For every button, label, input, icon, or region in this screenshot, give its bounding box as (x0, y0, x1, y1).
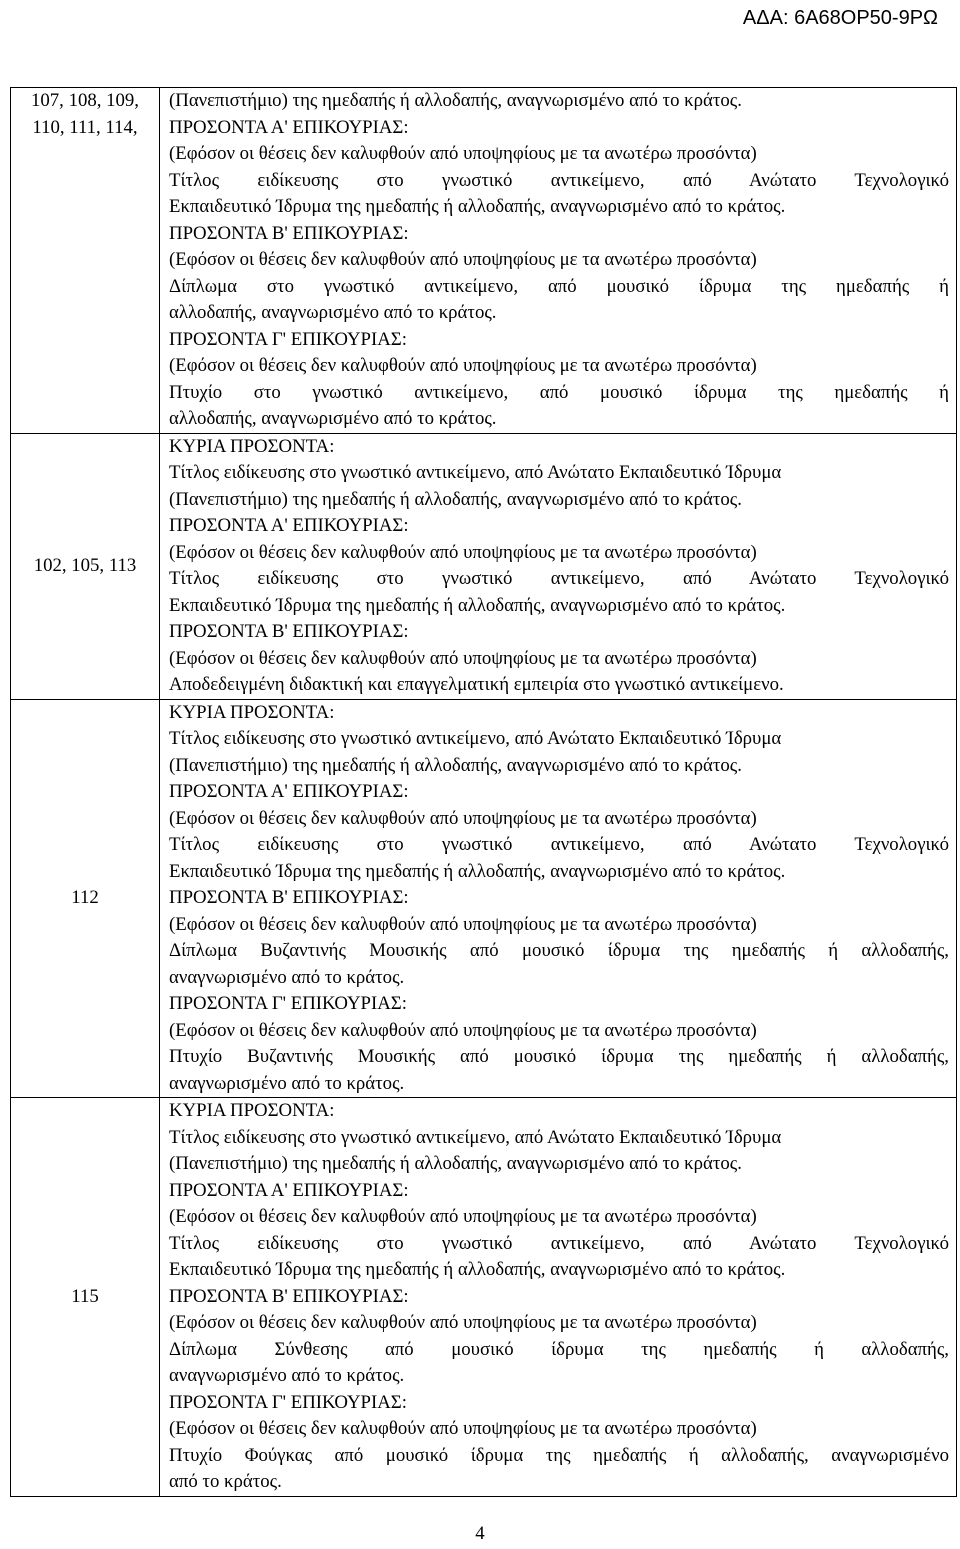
qualification-line: (Εφόσον οι θέσεις δεν καλυφθούν από υποψηφίους με τα ανωτέρω προσόντα) (169, 807, 757, 829)
qualification-line: ΚΥΡΙΑ ΠΡΟΣΟΝΤΑ: (169, 701, 335, 723)
qualification-line: ΠΡΟΣΟΝΤΑ Α' ΕΠΙΚΟΥΡΙΑΣ: (169, 116, 409, 138)
qualification-line: (Πανεπιστήμιο) της ημεδαπής ή αλλοδαπής, αναγνωρισμένο από το κράτος. (169, 1153, 742, 1174)
qualifications-cell (160, 699, 957, 1098)
qualification-line: Πτυχίο στο γνωστικό αντικείμενο, από μουσικό ίδρυμα της ημεδαπής ή (169, 381, 949, 403)
qualification-line: Πτυχίο Βυζαντινής Μουσικής από μουσικό ίδρυμα της ημεδαπής ή αλλοδαπής, (169, 1046, 949, 1067)
qualification-line: ΠΡΟΣΟΝΤΑ Α' ΕΠΙΚΟΥΡΙΑΣ: (169, 515, 409, 536)
qualification-line: (Εφόσον οι θέσεις δεν καλυφθούν από υποψηφίους με τα ανωτέρω προσόντα) (169, 1206, 757, 1227)
qualification-line: ΚΥΡΙΑ ΠΡΟΣΟΝΤΑ: (169, 435, 335, 457)
qualification-line: Πτυχίο Φούγκας από μουσικό ίδρυμα της ημεδαπής ή αλλοδαπής, αναγνωρισμένο (169, 1444, 949, 1466)
qualification-line: (Εφόσον οι θέσεις δεν καλυφθούν από υποψηφίους με τα ανωτέρω προσόντα) (169, 355, 757, 376)
qualification-line: ΠΡΟΣΟΝΤΑ Γ' ΕΠΙΚΟΥΡΙΑΣ: (169, 1391, 407, 1413)
position-codes: 112 (71, 887, 99, 908)
qualification-line: Τίτλος ειδίκευσης στο γνωστικό αντικείμενο, από Ανώτατο Τεχνολογικό (169, 568, 949, 589)
qualification-line: (Εφόσον οι θέσεις δεν καλυφθούν από υποψηφίους με τα ανωτέρω προσόντα) (169, 1312, 757, 1333)
qualification-line: ΚΥΡΙΑ ΠΡΟΣΟΝΤΑ: (169, 1100, 335, 1121)
position-codes-cell (11, 88, 160, 434)
position-codes-cell (11, 433, 160, 699)
requirements-table (10, 87, 957, 1497)
qualification-line: (Εφόσον οι θέσεις δεν καλυφθούν από υποψηφίους με τα ανωτέρω προσόντα) (169, 1019, 757, 1041)
qualification-line: ΠΡΟΣΟΝΤΑ Β' ΕΠΙΚΟΥΡΙΑΣ: (169, 222, 409, 244)
qualifications-cell (160, 88, 957, 434)
position-codes-cell (11, 699, 160, 1098)
qualification-line: (Εφόσον οι θέσεις δεν καλυφθούν από υποψηφίους με τα ανωτέρω προσόντα) (169, 249, 757, 270)
page-number: 4 (475, 1523, 485, 1544)
position-codes-cell (11, 1098, 160, 1497)
qualification-line: Δίπλωμα Βυζαντινής Μουσικής από μουσικό ίδρυμα της ημεδαπής ή αλλοδαπής, (169, 940, 949, 961)
table-row (11, 699, 957, 1098)
qualification-line: Εκπαιδευτικό Ίδρυμα της ημεδαπής ή αλλοδαπής, αναγνωρισμένο από το κράτος. (169, 196, 786, 217)
qualification-line: αναγνωρισμένο από το κράτος. (169, 1365, 405, 1386)
qualification-line: αλλοδαπής, αναγνωρισμένο από το κράτος. (169, 408, 497, 429)
qualification-line: ΠΡΟΣΟΝΤΑ Γ' ΕΠΙΚΟΥΡΙΑΣ: (169, 993, 407, 1014)
qualification-line: (Πανεπιστήμιο) της ημεδαπής ή αλλοδαπής, αναγνωρισμένο από το κράτος. (169, 754, 742, 776)
qualification-line: ΠΡΟΣΟΝΤΑ Γ' ΕΠΙΚΟΥΡΙΑΣ: (169, 328, 407, 350)
qualification-line: από το κράτος. (169, 1471, 282, 1492)
qualification-line: Τίτλος ειδίκευσης στο γνωστικό αντικείμενο, από Ανώτατο Εκπαιδευτικό Ίδρυμα (169, 462, 782, 483)
qualification-line: Εκπαιδευτικό Ίδρυμα της ημεδαπής ή αλλοδαπής, αναγνωρισμένο από το κράτος. (169, 594, 786, 616)
qualification-line: αναγνωρισμένο από το κράτος. (169, 966, 405, 988)
requirements-table-body (11, 88, 957, 1497)
qualification-line: ΠΡΟΣΟΝΤΑ Α' ΕΠΙΚΟΥΡΙΑΣ: (169, 1179, 409, 1201)
table-row (11, 433, 957, 699)
qualification-line: (Εφόσον οι θέσεις δεν καλυφθούν από υποψηφίους με τα ανωτέρω προσόντα) (169, 647, 757, 669)
qualification-line: (Πανεπιστήμιο) της ημεδαπής ή αλλοδαπής, αναγνωρισμένο από το κράτος. (169, 488, 742, 510)
qualification-line: Τίτλος ειδίκευσης στο γνωστικό αντικείμενο, από Ανώτατο Τεχνολογικό (169, 1232, 949, 1254)
qualification-line: ΠΡΟΣΟΝΤΑ Β' ΕΠΙΚΟΥΡΙΑΣ: (169, 887, 409, 908)
qualification-line: Τίτλος ειδίκευσης στο γνωστικό αντικείμενο, από Ανώτατο Τεχνολογικό (169, 834, 949, 855)
qualification-line: Τίτλος ειδίκευσης στο γνωστικό αντικείμενο, από Ανώτατο Εκπαιδευτικό Ίδρυμα (169, 728, 782, 749)
ada-code: ΑΔΑ: 6Α68ΟΡ50-9ΡΩ (742, 7, 938, 29)
qualification-line: (Εφόσον οι θέσεις δεν καλυφθούν από υποψηφίους με τα ανωτέρω προσόντα) (169, 143, 757, 164)
qualification-line: ΠΡΟΣΟΝΤΑ Α' ΕΠΙΚΟΥΡΙΑΣ: (169, 781, 409, 802)
qualification-line: Δίπλωμα Σύνθεσης από μουσικό ίδρυμα της ημεδαπής ή αλλοδαπής, (169, 1338, 949, 1360)
qualification-line: Αποδεδειγμένη διδακτική και επαγγελματική εμπειρία στο γνωστικό αντικείμενο. (169, 674, 784, 695)
qualifications-cell (160, 433, 957, 699)
position-codes: 102, 105, 113 (33, 554, 137, 576)
position-codes: 115 (71, 1285, 99, 1307)
qualification-line: Τίτλος ειδίκευσης στο γνωστικό αντικείμενο, από Ανώτατο Τεχνολογικό (169, 169, 949, 191)
qualification-line: Τίτλος ειδίκευσης στο γνωστικό αντικείμενο, από Ανώτατο Εκπαιδευτικό Ίδρυμα (169, 1126, 782, 1148)
qualification-line: Εκπαιδευτικό Ίδρυμα της ημεδαπής ή αλλοδαπής, αναγνωρισμένο από το κράτος. (169, 860, 786, 882)
qualifications-cell (160, 1098, 957, 1497)
qualification-line: ΠΡΟΣΟΝΤΑ Β' ΕΠΙΚΟΥΡΙΑΣ: (169, 621, 409, 642)
qualification-line: ΠΡΟΣΟΝΤΑ Β' ΕΠΙΚΟΥΡΙΑΣ: (169, 1285, 409, 1307)
position-codes: 107, 108, 109, 110, 111, 114, (31, 90, 139, 138)
qualification-line: (Πανεπιστήμιο) της ημεδαπής ή αλλοδαπής, αναγνωρισμένο από το κράτος. (169, 90, 742, 111)
table-row (11, 1098, 957, 1497)
qualification-line: (Εφόσον οι θέσεις δεν καλυφθούν από υποψηφίους με τα ανωτέρω προσόντα) (169, 913, 757, 935)
qualification-line: (Εφόσον οι θέσεις δεν καλυφθούν από υποψηφίους με τα ανωτέρω προσόντα) (169, 541, 757, 563)
qualification-line: Δίπλωμα στο γνωστικό αντικείμενο, από μουσικό ίδρυμα της ημεδαπής ή (169, 275, 949, 297)
qualification-line: αναγνωρισμένο από το κράτος. (169, 1072, 405, 1094)
qualification-line: Εκπαιδευτικό Ίδρυμα της ημεδαπής ή αλλοδαπής, αναγνωρισμένο από το κράτος. (169, 1259, 786, 1280)
table-row (11, 88, 957, 434)
qualification-line: (Εφόσον οι θέσεις δεν καλυφθούν από υποψηφίους με τα ανωτέρω προσόντα) (169, 1418, 757, 1439)
qualification-line: αλλοδαπής, αναγνωρισμένο από το κράτος. (169, 302, 497, 323)
